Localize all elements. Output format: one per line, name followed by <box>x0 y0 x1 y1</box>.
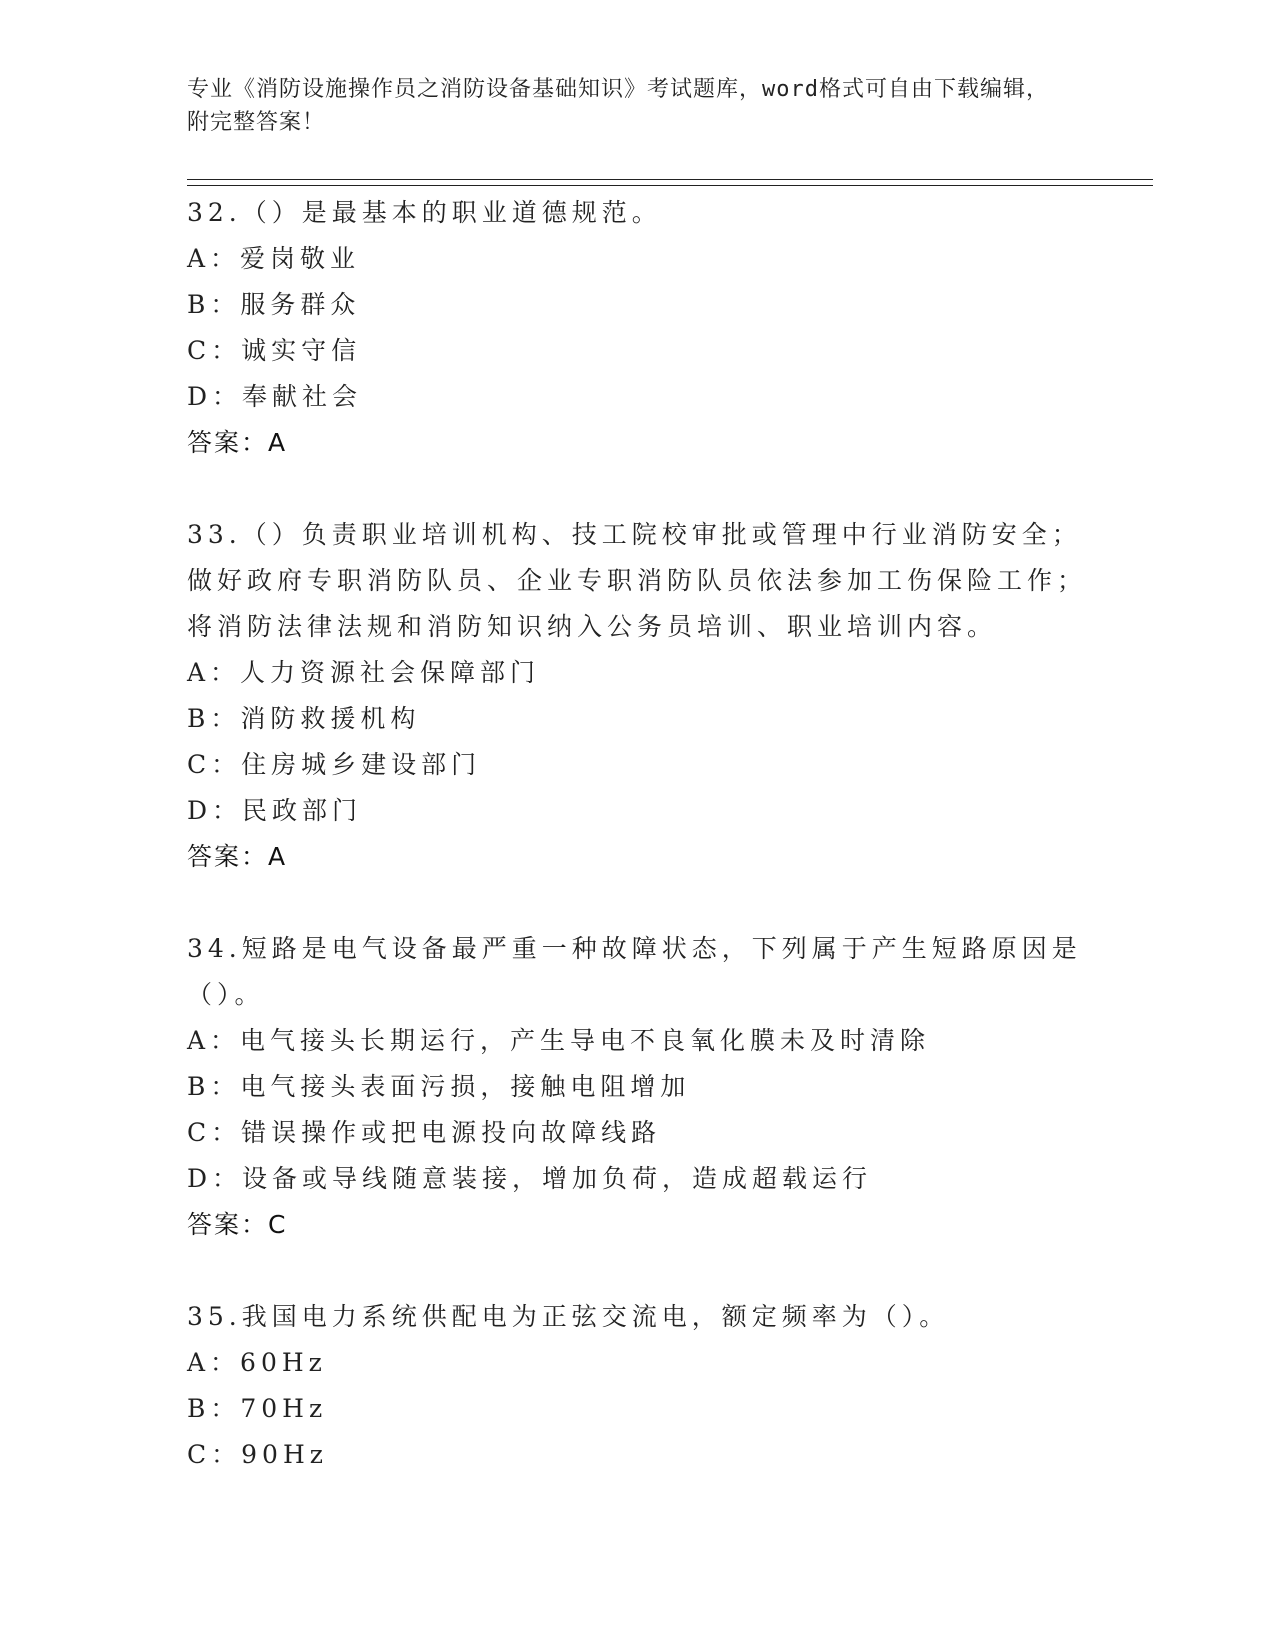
question-list <box>187 190 1087 1478</box>
question-35 <box>187 1294 1087 1478</box>
question-32 <box>187 190 1087 466</box>
option-d: D：民政部门 <box>187 796 363 825</box>
option-c: C：错误操作或把电源投向故障线路 <box>187 1118 662 1147</box>
header-divider-top <box>187 179 1153 180</box>
question-stem: 32.（）是最基本的职业道德规范。 <box>187 198 662 227</box>
question-33 <box>187 512 1087 880</box>
question-34 <box>187 926 1087 1248</box>
option-a: A：60Hz <box>187 1348 327 1377</box>
option-c: C：住房城乡建设部门 <box>187 750 482 779</box>
question-stem: 35.我国电力系统供配电为正弦交流电，额定频率为（）。 <box>187 1302 950 1331</box>
option-c: C：诚实守信 <box>187 336 362 365</box>
option-c: C：90Hz <box>187 1440 328 1469</box>
question-stem: 34.短路是电气设备最严重一种故障状态，下列属于产生短路原因是（）。 <box>187 934 1082 1009</box>
option-a: A：人力资源社会保障部门 <box>187 658 541 687</box>
option-a: A：爱岗敬业 <box>187 244 361 273</box>
header-divider-bottom <box>187 185 1153 186</box>
option-b: B：消防救援机构 <box>187 704 421 733</box>
option-a: A：电气接头长期运行，产生导电不良氧化膜未及时清除 <box>187 1026 931 1055</box>
document-header: 专业《消防设施操作员之消防设备基础知识》考试题库，word格式可自由下载编辑，附完整答案！ <box>187 77 1049 135</box>
answer: 答案：A <box>187 842 288 871</box>
answer: 答案：C <box>187 1210 288 1239</box>
option-d: D：奉献社会 <box>187 382 363 411</box>
question-stem: 33.（）负责职业培训机构、技工院校审批或管理中行业消防安全；做好政府专职消防队员、企业专职消防队员依法参加工伤保险工作；将消防法律法规和消防知识纳入公务员培训、职业培训内容。 <box>187 520 1088 641</box>
answer: 答案：A <box>187 428 288 457</box>
option-d: D：设备或导线随意装接，增加负荷，造成超载运行 <box>187 1164 873 1193</box>
option-b: B：服务群众 <box>187 290 361 319</box>
option-b: B：70Hz <box>187 1394 328 1423</box>
option-b: B：电气接头表面污损，接触电阻增加 <box>187 1072 691 1101</box>
